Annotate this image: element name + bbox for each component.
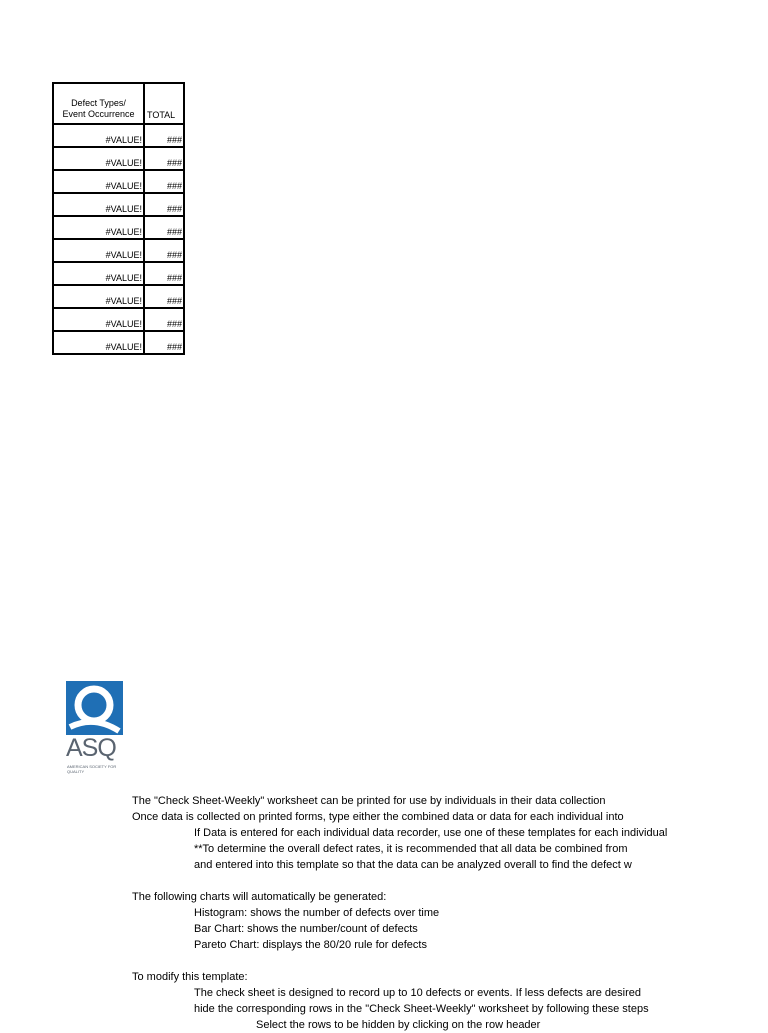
table-row <box>53 147 184 170</box>
table-row <box>53 170 184 193</box>
instruction-line: The check sheet is designed to record up to 10 defects or events. If less defects are desired <box>194 987 641 999</box>
table-row <box>53 308 184 331</box>
instruction-line: **To determine the overall defect rates, it is recommended that all data be combined from <box>194 843 628 855</box>
chart-item-histogram: Histogram: shows the number of defects over time <box>194 907 440 919</box>
defect-type-header-line1: Defect Types/ <box>71 98 126 108</box>
total-cell[interactable]: ### <box>144 331 184 354</box>
total-cell[interactable]: ### <box>144 262 184 285</box>
modify-heading: To modify this template: <box>132 971 248 983</box>
charts-heading: The following charts will automatically be generated: <box>132 891 387 903</box>
defect-type-cell[interactable]: #VALUE! <box>53 308 144 331</box>
instructions-text <box>132 793 697 1031</box>
instruction-line: The "Check Sheet-Weekly" worksheet can be printed for use by individuals in their data collection <box>132 795 606 807</box>
instruction-line: and entered into this template so that the data can be analyzed overall to find the defect w <box>194 859 632 871</box>
defect-type-header[interactable] <box>53 83 144 124</box>
chart-item-pareto: Pareto Chart: displays the 80/20 rule for defects <box>194 939 427 951</box>
total-cell[interactable]: ### <box>144 193 184 216</box>
asq-wordmark: ASQ <box>66 734 116 762</box>
defect-type-cell[interactable]: #VALUE! <box>53 147 144 170</box>
asq-subtitle: AMERICAN SOCIETY FOR QUALITY <box>67 764 117 774</box>
total-cell[interactable]: ### <box>144 147 184 170</box>
instruction-line: hide the corresponding rows in the "Check Sheet-Weekly" worksheet by following these steps <box>194 1003 649 1015</box>
table-row <box>53 331 184 354</box>
total-cell[interactable]: ### <box>144 285 184 308</box>
table-row <box>53 262 184 285</box>
asq-q-logo-icon <box>66 681 123 735</box>
chart-item-bar: Bar Chart: shows the number/count of defects <box>194 923 418 935</box>
defect-type-cell[interactable]: #VALUE! <box>53 331 144 354</box>
instruction-line: If Data is entered for each individual data recorder, use one of these templates for each individual <box>194 827 668 839</box>
instruction-line: Select the rows to be hidden by clicking on the row header <box>256 1019 541 1031</box>
defect-type-cell[interactable]: #VALUE! <box>53 262 144 285</box>
defect-type-cell[interactable]: #VALUE! <box>53 193 144 216</box>
defect-type-header-line2: Event Occurrence <box>62 109 135 119</box>
defect-type-cell[interactable]: #VALUE! <box>53 170 144 193</box>
total-cell[interactable]: ### <box>144 308 184 331</box>
instruction-line: Once data is collected on printed forms, type either the combined data or data for each individual into <box>132 811 624 823</box>
total-cell[interactable]: ### <box>144 216 184 239</box>
defect-type-cell[interactable]: #VALUE! <box>53 239 144 262</box>
table-row <box>53 239 184 262</box>
defect-type-cell[interactable]: #VALUE! <box>53 124 144 147</box>
defect-type-cell[interactable]: #VALUE! <box>53 285 144 308</box>
table-row <box>53 285 184 308</box>
defect-summary-table <box>52 82 185 355</box>
total-cell[interactable]: ### <box>144 239 184 262</box>
defect-type-cell[interactable]: #VALUE! <box>53 216 144 239</box>
total-cell[interactable]: ### <box>144 170 184 193</box>
total-cell[interactable]: ### <box>144 124 184 147</box>
asq-logo <box>66 681 124 775</box>
total-header[interactable]: TOTAL <box>144 83 184 124</box>
table-row <box>53 216 184 239</box>
table-row <box>53 193 184 216</box>
table-row <box>53 124 184 147</box>
table-header-row <box>53 83 184 124</box>
